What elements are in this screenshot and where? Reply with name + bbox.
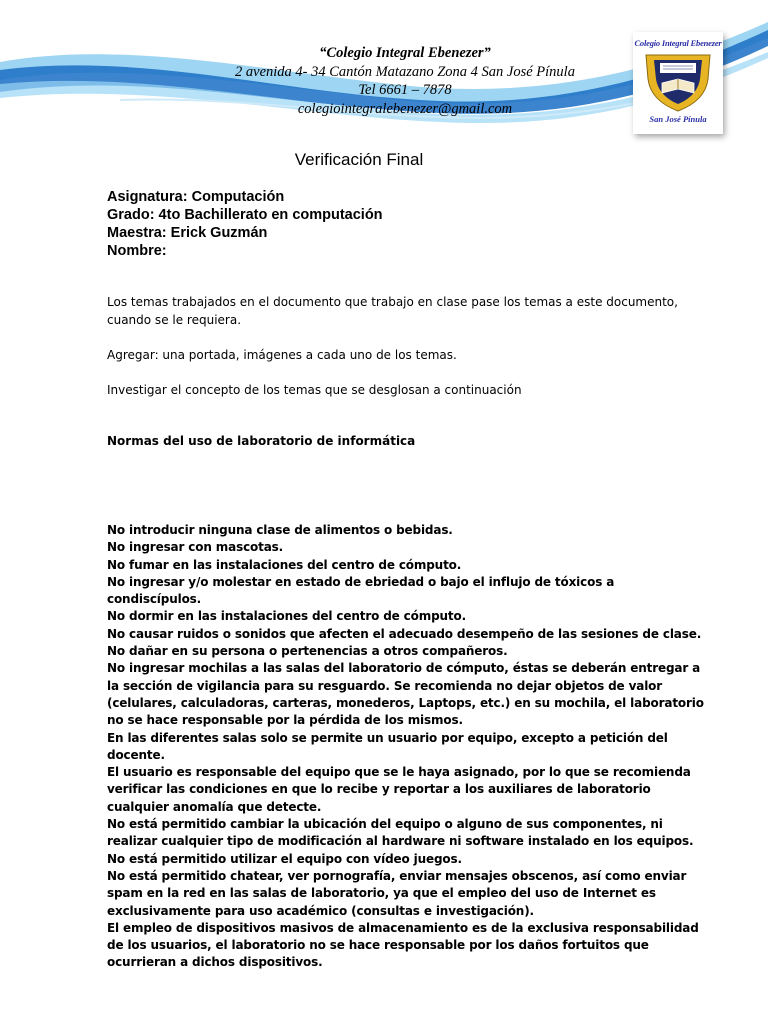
rule-item: No fumar en las instalaciones del centro de cómputo. [107, 557, 462, 572]
rule-item: No dañar en su persona o pertenencias a otros compañeros. [107, 644, 508, 659]
rule-item: En las diferentes salas solo se permite un usuario por equipo, excepto a petición del docente. [107, 730, 668, 762]
rule-item: No está permitido cambiar la ubicación del equipo o alguno de sus componentes, ni realizar cualquier tipo de modificación al hardware ni software instalado en los equipos. [107, 817, 694, 849]
school-header [150, 44, 660, 118]
teacher-field: Maestra: Erick Guzmán [107, 225, 268, 241]
lab-rules-list [107, 522, 707, 972]
school-logo [633, 32, 723, 134]
instruction-paragraph: Investigar el concepto de los temas que se desglosan a continuación [107, 383, 522, 397]
logo-school-name: Colegio Integral Ebenezer [634, 38, 722, 48]
rule-item: No está permitido chatear, ver pornografía, enviar mensajes obscenos, así como enviar spam en la red en las salas de laboratorio, ya que el empleo del uso de Internet es exclusivamente para uso académico (consultas e investigación). [107, 868, 687, 918]
document-fields [107, 188, 383, 260]
section-title: Normas del uso de laboratorio de informática [107, 434, 416, 448]
school-phone: Tel 6661 – 7878 [358, 82, 452, 98]
instruction-paragraph: Los temas trabajados en el documento que trabajo en clase pase los temas a este documento, cuando se le requiera. [107, 295, 678, 327]
school-address: 2 avenida 4- 34 Cantón Matazano Zona 4 San José Pínula [235, 63, 575, 80]
rule-item: El empleo de dispositivos masivos de almacenamiento es de la exclusiva responsabilidad de los usuarios, el laboratorio no se hace responsable por los daños fortuitos que ocurrieran a dichos dispositivos. [107, 920, 699, 970]
instruction-paragraph: Agregar: una portada, imágenes a cada uno de los temas. [107, 348, 457, 362]
logo-place: San José Pínula [649, 114, 707, 124]
document-title: Verificación Final [294, 150, 424, 169]
school-name: “Colegio Integral Ebenezer” [319, 45, 491, 61]
subject-field: Asignatura: Computación [107, 189, 285, 205]
rule-item: No ingresar mochilas a las salas del laboratorio de cómputo, éstas se deberán entregar a la sección de vigilancia para su resguardo. Se recomienda no dejar objetos de valor (celulares, calculadoras, carteras, monederos, Laptops, etc.) en su mochila, el laboratorio no se hace responsable por la pérdida de los mismos. [107, 661, 704, 728]
student-name-field: Nombre: [107, 243, 167, 259]
rule-item: No ingresar con mascotas. [107, 540, 284, 555]
rule-item: No causar ruidos o sonidos que afecten el adecuado desempeño de las sesiones de clase. [107, 626, 702, 641]
rule-item: No ingresar y/o molestar en estado de ebriedad o bajo el influjo de tóxicos a condiscípulos. [107, 574, 615, 607]
rule-item: No introducir ninguna clase de alimentos o bebidas. [107, 523, 453, 537]
school-crest-icon [638, 49, 718, 113]
rule-item: El usuario es responsable del equipo que se le haya asignado, por lo que se recomienda verificar las condiciones en que lo recibe y reportar a los auxiliares de laboratorio cualquier anomalía que detecte. [107, 765, 691, 814]
school-email: colegiointegralebenezer@gmail.com [297, 100, 513, 117]
rule-item: No está permitido utilizar el equipo con vídeo juegos. [107, 851, 462, 866]
grade-field: Grado: 4to Bachillerato en computación [107, 207, 383, 223]
rule-item: No dormir en las instalaciones del centro de cómputo. [107, 609, 467, 624]
